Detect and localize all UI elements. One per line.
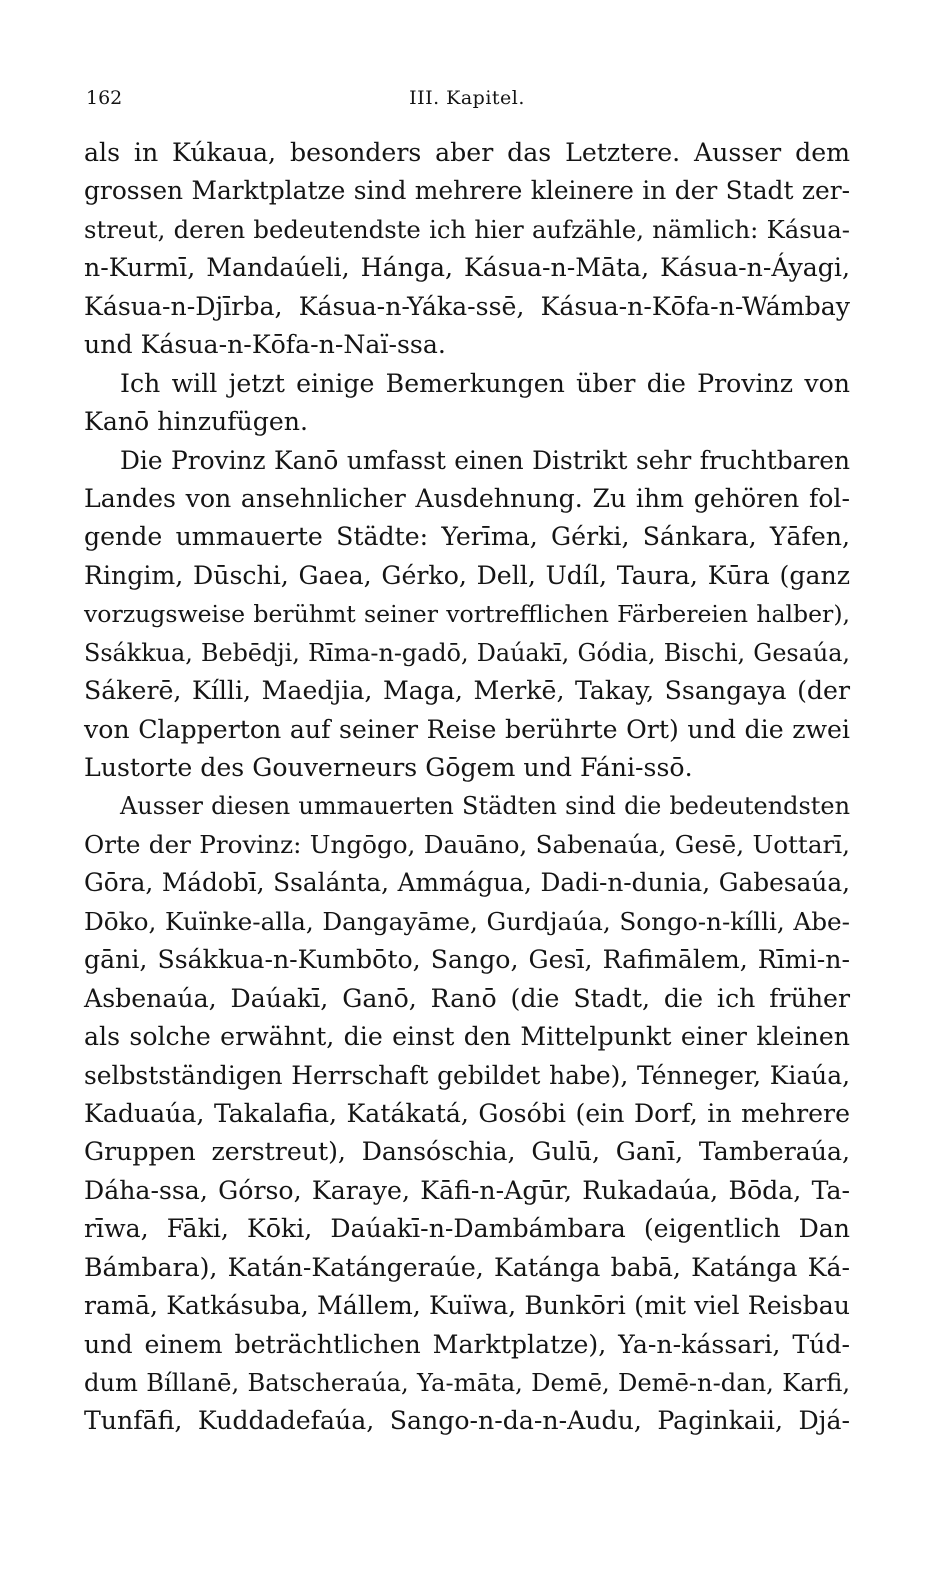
body-text (84, 134, 850, 1441)
text-line: Tunfāfi, Kuddadefaúa, Sango-n-da-n-Audu, Paginkaii, Djá- (84, 1406, 850, 1436)
text-line: Kásua-n-Djīrba, Kásua-n-Yáka-ssē, Kásua-n-Kōfa-n-Wámbay (84, 291, 850, 321)
text-line: dum Bíllanē, Batscheraúa, Ya-māta, Demē, Demē-n-dan, Karfi, (84, 1369, 850, 1397)
text-line: und einem beträchtlichen Marktplatze), Ya-n-kássari, Túd- (84, 1329, 850, 1359)
text-line: vorzugsweise berühmt seiner vortrefflichen Färbereien halber), (84, 600, 850, 629)
text-line: Orte der Provinz: Ungōgo, Dauāno, Sabenaúa, Gesē, Uottarī, (84, 829, 850, 859)
text-line: Dáha-ssa, Górso, Karaye, Kāfi-n-Agūr, Rukadaúa, Bōda, Ta- (84, 1175, 850, 1205)
text-line: und Kásua-n-Kōfa-n-Naï-ssa. (84, 330, 446, 360)
text-line: als solche erwähnt, die einst den Mittelpunkt einer kleinen (84, 1022, 850, 1052)
text-line: Ringim, Dūschi, Gaea, Gérko, Dell, Udíl, Taura, Kūra (ganz (84, 560, 850, 590)
page-header (82, 78, 852, 118)
text-line: Lustorte des Gouverneurs Gōgem und Fáni-ssō. (84, 753, 693, 782)
text-line: Sákerē, Kílli, Maedjia, Maga, Merkē, Takay, Ssangaya (der (84, 676, 850, 706)
text-line: n-Kurmī, Mandaúeli, Hánga, Kásua-n-Māta, Kásua-n-Áyagi, (84, 253, 850, 283)
paragraph-first-line: Die Provinz Kanō umfasst einen Distrikt sehr fruchtbaren (120, 445, 850, 475)
text-line: als in Kúkaua, besonders aber das Letztere. Ausser dem (84, 138, 850, 167)
text-line: gāni, Ssákkua-n-Kumbōto, Sango, Gesī, Rafimālem, Rīmi-n- (84, 945, 850, 975)
page-number: 162 (86, 87, 123, 109)
paragraph-first-line: Ausser diesen ummauerten Städten sind die bedeutendsten (120, 792, 850, 821)
text-line: Ssákkua, Bebēdji, Rīma-n-gadō, Daúakī, Gódia, Bischi, Gesaúa, (84, 638, 850, 667)
paragraph-first-line: Ich will jetzt einige Bemerkungen über die Provinz von (120, 368, 850, 398)
text-line: Gruppen zerstreut), Dansóschia, Gulū, Ganī, Tamberaúa, (84, 1137, 850, 1167)
text-line: rīwa, Fāki, Kōki, Daúakī-n-Dambámbara (eigentlich Dan (84, 1214, 850, 1244)
text-line: Dōko, Kuïnke-alla, Dangayāme, Gurdjaúa, Songo-n-kílli, Abe- (84, 906, 850, 936)
text-line: ramā, Katkásuba, Mállem, Kuïwa, Bunkōri (mit viel Reisbau (84, 1291, 850, 1321)
text-line: Bámbara), Katán-Katángeraúe, Katánga babā, Katánga Ká- (84, 1252, 850, 1282)
text-line: Kanō hinzufügen. (84, 407, 309, 437)
text-line: Asbenaúa, Daúakī, Ganō, Ranō (die Stadt, die ich früher (84, 983, 850, 1013)
text-line: grossen Marktplatze sind mehrere kleinere in der Stadt zer- (84, 176, 850, 206)
text-line: Landes von ansehnlicher Ausdehnung. Zu ihm gehören fol- (84, 483, 850, 513)
text-line: von Clapperton auf seiner Reise berührte Ort) und die zwei (84, 714, 850, 744)
text-line: streut, deren bedeutendste ich hier aufzähle, nämlich: Kásua- (84, 214, 850, 244)
running-head: III. Kapitel. (409, 87, 525, 109)
text-line: selbstständigen Herrschaft gebildet habe), Ténneger, Kiaúa, (84, 1060, 850, 1090)
text-line: Kaduaúa, Takalafia, Katákatá, Gosóbi (ein Dorf, in mehrere (84, 1098, 850, 1128)
text-line: Gōra, Mádobī, Ssalánta, Ammágua, Dadi-n-dunia, Gabesaúa, (84, 868, 850, 898)
text-line: gende ummauerte Städte: Yerīma, Gérki, Sánkara, Yāfen, (84, 522, 850, 552)
